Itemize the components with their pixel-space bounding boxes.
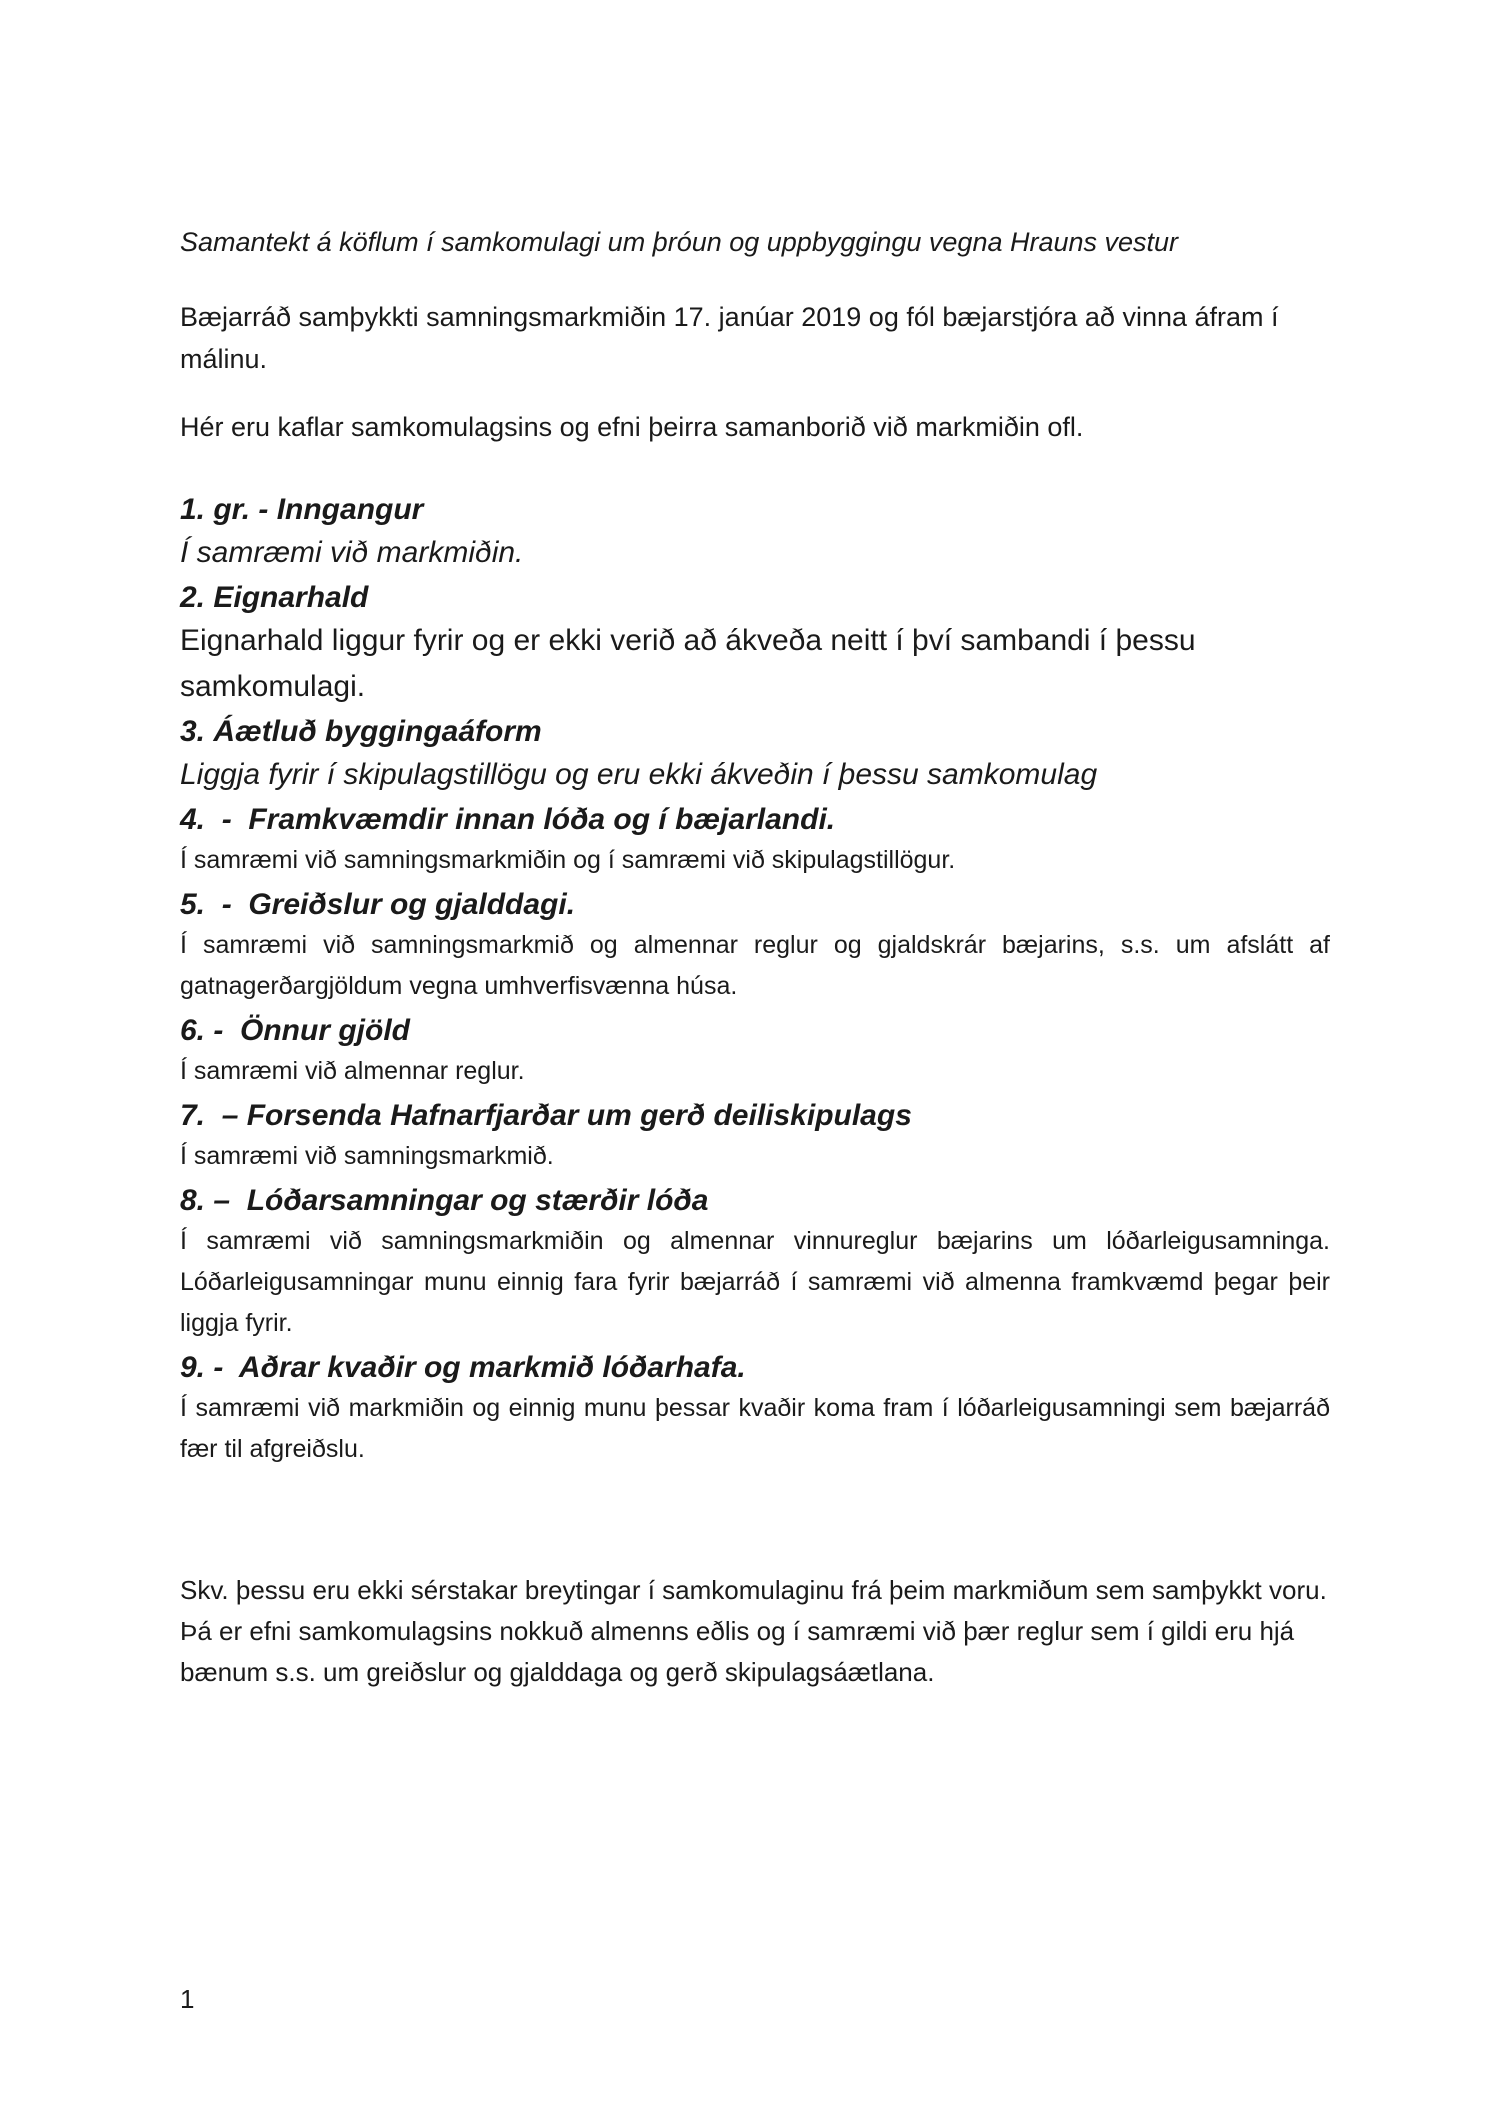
section-heading: 5. - Greiðslur og gjalddagi. <box>180 888 576 921</box>
section-heading: 3. Áætluð byggingaáform <box>180 715 542 748</box>
section-3 <box>180 712 1330 798</box>
section-heading: 6. - Önnur gjöld <box>180 1014 410 1047</box>
sections-list <box>180 490 1330 1474</box>
section-body: Liggja fyrir í skipulagstillögu og eru ekki ákveðin í þessu samkomulag <box>180 758 1098 791</box>
section-4 <box>180 800 1330 881</box>
section-2 <box>180 578 1330 710</box>
section-heading: 2. Eignarhald <box>180 581 369 614</box>
section-body: Í samræmi við samningsmarkmiðin og í samræmi við skipulagstillögur. <box>180 846 956 874</box>
section-body: Í samræmi við samningsmarkmið og almennar reglur og gjaldskrár bæjarins, s.s. um afslátt af gatnagerðargjöldum vegna umhverfisvænna húsa. <box>180 931 1330 1000</box>
document-title: Samantekt á köflum í samkomulagi um þróun og uppbyggingu vegna Hrauns vestur <box>180 227 1179 257</box>
section-heading: 9. - Aðrar kvaðir og markmið lóðarhafa. <box>180 1351 746 1384</box>
section-8 <box>180 1181 1330 1344</box>
section-body: Í samræmi við samningsmarkmiðin og almennar vinnureglur bæjarins um lóðarleigusamninga. Lóðarleigusamningar munu einnig fara fyrir bæjarráð í samræmi við almenna framkvæmd þegar þeir liggja fyrir. <box>180 1227 1330 1337</box>
section-body: Í samræmi við markmiðin. <box>180 536 524 569</box>
intro-paragraph: Bæjarráð samþykkti samningsmarkmiðin 17. janúar 2019 og fól bæjarstjóra að vinna áfram í málinu. <box>180 302 1279 374</box>
section-heading: 4. - Framkvæmdir innan lóða og í bæjarlandi. <box>180 803 836 836</box>
section-5 <box>180 885 1330 1007</box>
closing-paragraph: Skv. þessu eru ekki sérstakar breytingar í samkomulaginu frá þeim markmiðum sem samþykkt voru. Þá er efni samkomulagsins nokkuð almenns eðlis og í samræmi við þær reglur sem í gildi eru hjá bænum s.s. um greiðslur og gjalddaga og gerð skipulagsáætlana. <box>180 1575 1327 1687</box>
section-heading: 8. – Lóðarsamningar og stærðir lóða <box>180 1184 709 1217</box>
section-body: Eignarhald liggur fyrir og er ekki verið að ákveða neitt í því sambandi í þessu samkomulagi. <box>180 624 1196 703</box>
section-1 <box>180 490 1330 576</box>
section-body: Í samræmi við samningsmarkmið. <box>180 1142 554 1170</box>
page-number: 1 <box>180 1984 195 2014</box>
intro-paragraph-2: Hér eru kaflar samkomulagsins og efni þeirra samanborið við markmiðin ofl. <box>180 412 1084 442</box>
section-7 <box>180 1096 1330 1177</box>
section-body: Í samræmi við almennar reglur. <box>180 1057 525 1085</box>
section-6 <box>180 1011 1330 1092</box>
section-9 <box>180 1348 1330 1470</box>
section-heading: 1. gr. - Inngangur <box>180 493 424 526</box>
section-heading: 7. – Forsenda Hafnarfjarðar um gerð deiliskipulags <box>180 1099 912 1132</box>
section-body: Í samræmi við markmiðin og einnig munu þessar kvaðir koma fram í lóðarleigusamningi sem bæjarráð fær til afgreiðslu. <box>180 1394 1330 1463</box>
